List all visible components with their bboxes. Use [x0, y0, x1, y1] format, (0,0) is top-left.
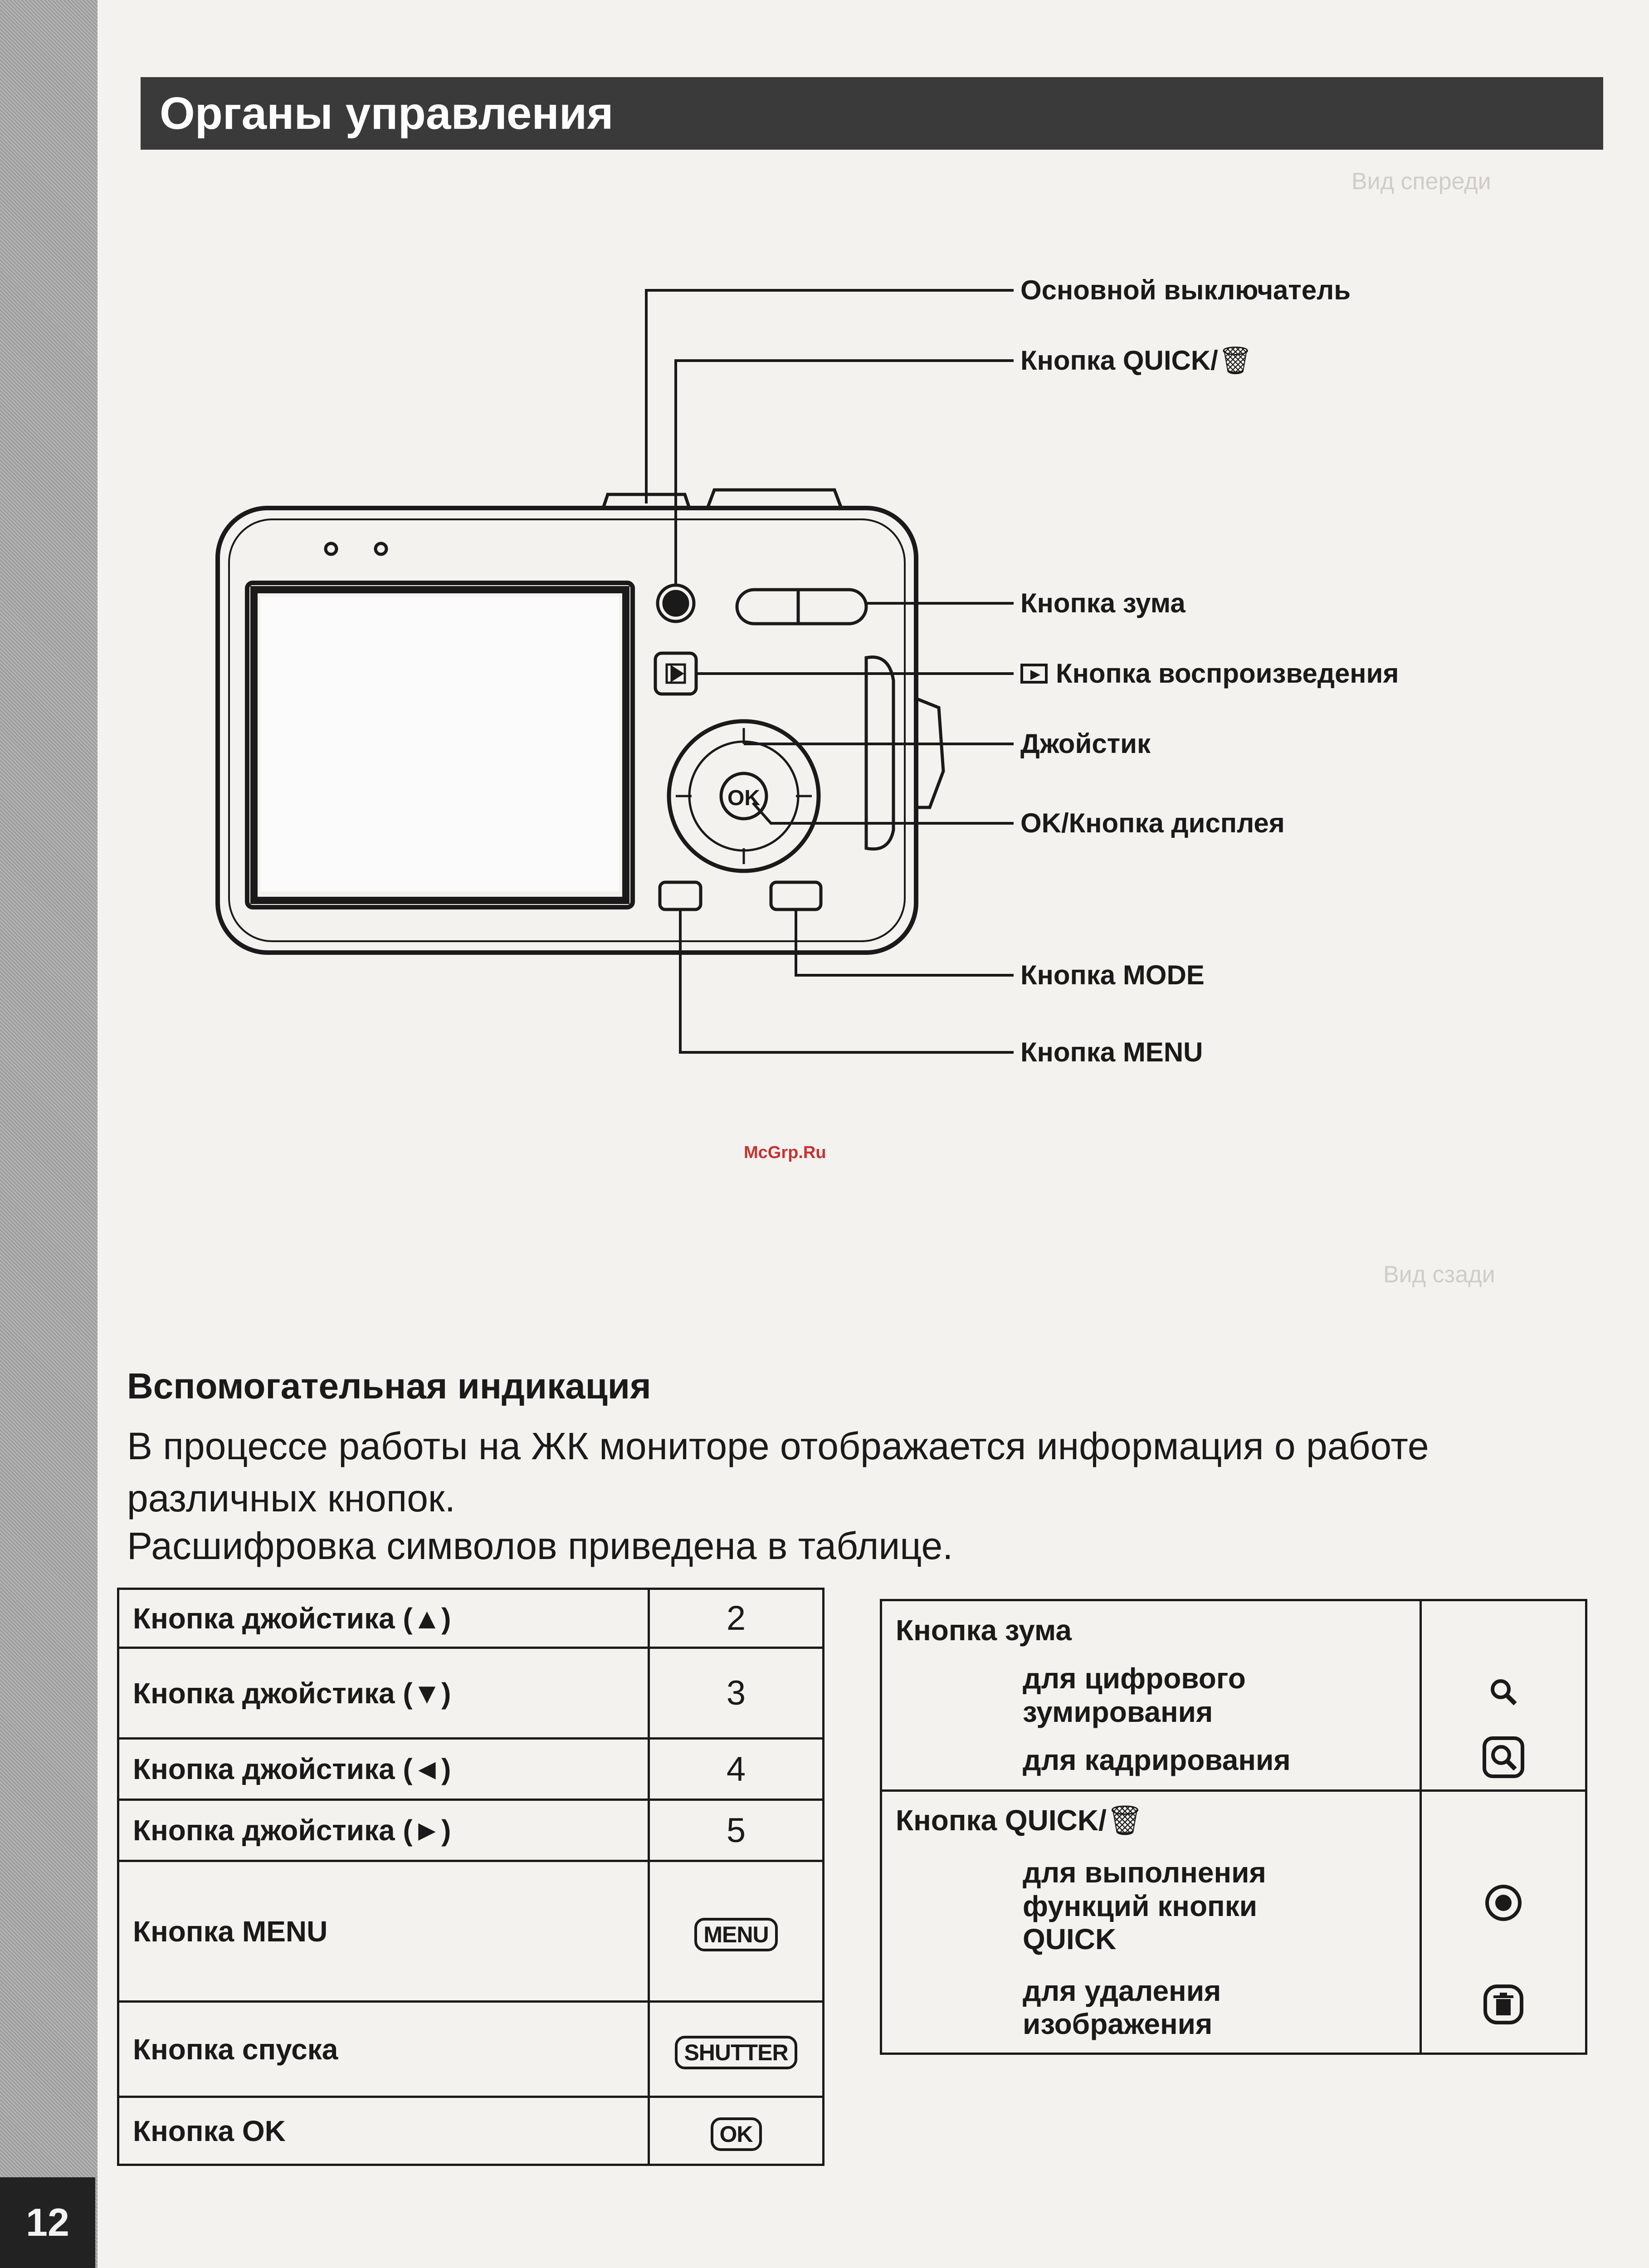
callout-mode-button-label: Кнопка MODE: [1020, 960, 1205, 990]
table-cell-value: [649, 1861, 824, 2002]
section-heading: Вспомогательная индикация: [127, 1366, 651, 1406]
quick-header: [881, 1791, 1421, 1850]
quick-dot-icon: [1483, 1882, 1524, 1923]
table-row: [881, 1600, 1586, 1659]
ghost-heading-front: Вид спереди: [1351, 168, 1491, 195]
quick-func-label: [881, 1850, 1421, 1963]
quick-func-line-3: QUICK: [1023, 1923, 1117, 1956]
callout-playback-button: [1020, 660, 1399, 687]
table-row: [881, 1732, 1586, 1791]
magnifier-icon: [1485, 1674, 1522, 1710]
quick-delete-line-1: для удаления: [1023, 1974, 1221, 2007]
ghost-heading-back: Вид сзади: [1383, 1261, 1495, 1288]
callout-menu-button-label: Кнопка MENU: [1020, 1037, 1203, 1067]
callout-mode-button: [1020, 962, 1205, 989]
svg-text:OK: OK: [727, 786, 760, 810]
button-indicator-table-right: [880, 1599, 1587, 2055]
callout-power-switch: [1020, 277, 1351, 304]
zoom-header: Кнопка зума: [881, 1600, 1421, 1659]
zoom-crop-label: для кадрирования: [881, 1732, 1421, 1791]
callout-zoom-button: [1020, 590, 1186, 617]
table-cell-label: Кнопка OK: [118, 2097, 649, 2165]
table-row: [118, 2097, 824, 2165]
quick-delete-line-2: изображения: [1023, 2008, 1213, 2041]
table-cell-label: Кнопка джойстика (►): [118, 1800, 649, 1861]
table-cell-value: [649, 2002, 824, 2097]
section-paragraph-line-1: В процессе работы на ЖК мониторе отображается информация о работе: [127, 1425, 1429, 1467]
callout-playback-button-label: Кнопка воспроизведения: [1056, 658, 1399, 689]
trash-icon: 🗑: [1218, 345, 1253, 376]
callout-zoom-button-label: Кнопка зума: [1020, 588, 1186, 618]
callout-ok-display: [1020, 810, 1285, 837]
table-row: [881, 1791, 1586, 1850]
table-cell-empty: [1421, 1600, 1586, 1659]
page-number: 12: [0, 2177, 95, 2268]
section-paragraph-line-2: различных кнопок.: [127, 1477, 456, 1520]
table-row: [118, 1861, 824, 2002]
table-row: [118, 1800, 824, 1861]
table-cell-icon: [1421, 1963, 1586, 2054]
table-cell-value: 5: [649, 1800, 824, 1861]
trash-icon: 🗑: [1106, 1804, 1144, 1837]
table-row: [118, 1648, 824, 1739]
watermark: McGrp.Ru: [744, 1143, 826, 1162]
table-row: [881, 1659, 1586, 1732]
quick-delete-label: [881, 1963, 1421, 2054]
table-cell-label: Кнопка джойстика (◄): [118, 1739, 649, 1800]
table-cell-value: 4: [649, 1739, 824, 1800]
table-cell-icon: [1421, 1659, 1586, 1732]
callout-joystick: [1020, 730, 1151, 758]
magnifier-boxed-icon: [1481, 1735, 1526, 1780]
callout-joystick-label: Джойстик: [1020, 728, 1151, 759]
callout-power-switch-label: Основной выключатель: [1020, 275, 1351, 305]
table-cell-label: Кнопка спуска: [118, 2002, 649, 2097]
quick-header-label: Кнопка QUICK/: [896, 1804, 1107, 1837]
section-paragraph-line-3: Расшифровка символов приведена в таблице.: [127, 1525, 953, 1567]
quick-func-line-2: функций кнопки: [1023, 1889, 1258, 1922]
table-cell-value: 3: [649, 1648, 824, 1739]
shutter-badge-icon: SHUTTER: [675, 2036, 797, 2069]
table-row: [118, 1589, 824, 1648]
table-cell-value: 2: [649, 1589, 824, 1648]
callout-quick-button: [1020, 347, 1253, 374]
table-row: [881, 1850, 1586, 1963]
quick-func-line-1: для выполнения: [1023, 1856, 1266, 1889]
page-title: Органы управления: [141, 77, 1603, 150]
table-cell-empty: [1421, 1791, 1586, 1850]
table-cell-icon: [1421, 1850, 1586, 1963]
menu-badge-icon: MENU: [694, 1918, 777, 1951]
callout-menu-button: [1020, 1039, 1203, 1066]
table-row: [118, 2002, 824, 2097]
trash-round-icon: [1482, 1983, 1525, 2026]
table-row: [118, 1739, 824, 1800]
table-cell-label: Кнопка джойстика (▲): [118, 1589, 649, 1648]
ok-badge-icon: OK: [711, 2117, 762, 2151]
playback-icon: [1020, 664, 1048, 684]
button-indicator-table-left: [117, 1588, 824, 2166]
table-cell-icon: [1421, 1732, 1586, 1791]
callout-ok-display-label: OK/Кнопка дисплея: [1020, 808, 1285, 838]
table-cell-value: [649, 2097, 824, 2165]
zoom-digital-label: для цифрового зумирования: [881, 1659, 1421, 1732]
table-cell-label: Кнопка MENU: [118, 1861, 649, 2002]
callout-quick-button-label: Кнопка QUICK/: [1020, 345, 1218, 376]
table-row: [881, 1963, 1586, 2054]
table-cell-label: Кнопка джойстика (▼): [118, 1648, 649, 1739]
